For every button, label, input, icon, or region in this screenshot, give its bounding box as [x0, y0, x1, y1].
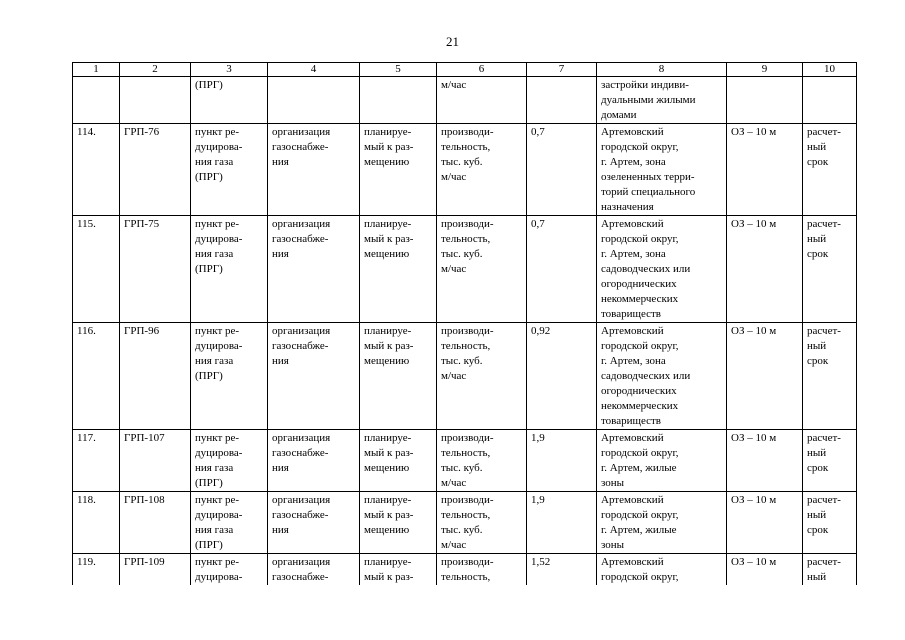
- status-cell: [360, 554, 437, 586]
- facility-type-cell: [191, 430, 268, 492]
- facility-type-cell: [191, 124, 268, 216]
- cell-text-line: Артемовский: [601, 556, 664, 568]
- cell-text-line: садоводческих или: [601, 370, 691, 382]
- cell-text-line: городской округ,: [601, 509, 679, 521]
- cell-text-line: зоны: [601, 539, 625, 551]
- value-cell: [527, 430, 597, 492]
- location-cell: [597, 430, 727, 492]
- cell-text-line: 0,7: [531, 126, 545, 138]
- term-cell: [803, 554, 857, 586]
- cell-text-line: ный: [807, 141, 827, 153]
- cell-text-line: ный: [807, 233, 827, 245]
- cell-text-line: огороднических: [601, 385, 677, 397]
- facility-code-cell: [120, 554, 191, 586]
- cell-text-line: ния газа: [195, 355, 234, 367]
- facility-type-cell: [191, 216, 268, 323]
- cell-text-line: некоммерческих: [601, 400, 679, 412]
- column-number: 10: [803, 63, 857, 77]
- cell-text-line: тыс. куб.: [441, 156, 483, 168]
- cell-text-line: расчет-: [807, 556, 841, 568]
- purpose-cell: [268, 430, 360, 492]
- protection-zone-cell: [727, 124, 803, 216]
- cell-text-line: садоводческих или: [601, 263, 691, 275]
- cell-text-line: ГРП-109: [124, 556, 165, 568]
- cell-text-line: г. Артем, зона: [601, 355, 666, 367]
- cell-text-line: зоны: [601, 477, 625, 489]
- column-number: 9: [727, 63, 803, 77]
- cell-text-line: ОЗ – 10 м: [731, 432, 777, 444]
- cell-text-line: газоснабже-: [272, 233, 329, 245]
- cell-text-line: г. Артем, жилые: [601, 524, 677, 536]
- cell-text-line: организация: [272, 126, 331, 138]
- protection-zone-cell: [727, 492, 803, 554]
- cell-text-line: тельность,: [441, 571, 491, 583]
- status-cell: [360, 216, 437, 323]
- cell-text-line: планируе-: [364, 494, 412, 506]
- cell-text-line: срок: [807, 355, 829, 367]
- cell-text-line: ния газа: [195, 462, 234, 474]
- row-number-cell: [73, 430, 120, 492]
- cell-text-line: планируе-: [364, 325, 412, 337]
- table-row: [73, 124, 857, 216]
- facility-code-cell: [120, 430, 191, 492]
- cell-text-line: ния: [272, 462, 289, 474]
- column-number: 1: [73, 63, 120, 77]
- cell-text-line: мещению: [364, 248, 410, 260]
- cell-text-line: организация: [272, 432, 331, 444]
- facility-code-cell: [120, 323, 191, 430]
- cell-text-line: тельность,: [441, 233, 491, 245]
- cell-text-line: г. Артем, жилые: [601, 462, 677, 474]
- cell-text-line: планируе-: [364, 218, 412, 230]
- cell-text-line: 0,7: [531, 218, 545, 230]
- cell-text-line: (ПРГ): [195, 79, 223, 91]
- cell-text-line: тельность,: [441, 141, 491, 153]
- facility-code-cell: [120, 492, 191, 554]
- facility-type-cell: [191, 323, 268, 430]
- term-cell: [803, 124, 857, 216]
- cell-text-line: ный: [807, 340, 827, 352]
- cell-text-line: ГРП-108: [124, 494, 165, 506]
- cell-text-line: дуцирова-: [195, 340, 243, 352]
- cell-text-line: тыс. куб.: [441, 524, 483, 536]
- row-number-cell: [73, 124, 120, 216]
- purpose-cell: [268, 492, 360, 554]
- cell-text-line: г. Артем, зона: [601, 156, 666, 168]
- term-cell: [803, 430, 857, 492]
- term-cell: [803, 77, 857, 124]
- facility-type-cell: [191, 554, 268, 586]
- cell-text-line: ГРП-75: [124, 218, 160, 230]
- cell-text-line: торий специального: [601, 186, 696, 198]
- cell-text-line: ния: [272, 524, 289, 536]
- cell-text-line: (ПРГ): [195, 263, 223, 275]
- value-cell: [527, 323, 597, 430]
- cell-text-line: назначения: [601, 201, 654, 213]
- cell-text-line: мый к раз-: [364, 571, 414, 583]
- cell-text-line: (ПРГ): [195, 539, 223, 551]
- value-cell: [527, 216, 597, 323]
- cell-text-line: м/час: [441, 171, 467, 183]
- cell-text-line: 116.: [77, 325, 96, 337]
- location-cell: [597, 216, 727, 323]
- location-cell: [597, 492, 727, 554]
- cell-text-line: г. Артем, зона: [601, 248, 666, 260]
- cell-text-line: расчет-: [807, 494, 841, 506]
- column-number: 5: [360, 63, 437, 77]
- location-cell: [597, 77, 727, 124]
- cell-text-line: ния газа: [195, 248, 234, 260]
- cell-text-line: мещению: [364, 462, 410, 474]
- cell-text-line: пункт ре-: [195, 218, 240, 230]
- cell-text-line: мещению: [364, 156, 410, 168]
- cell-text-line: ОЗ – 10 м: [731, 126, 777, 138]
- parameter-cell: [437, 77, 527, 124]
- facility-code-cell: [120, 216, 191, 323]
- value-cell: [527, 554, 597, 586]
- cell-text-line: городской округ,: [601, 233, 679, 245]
- cell-text-line: ния: [272, 248, 289, 260]
- cell-text-line: производи-: [441, 218, 494, 230]
- cell-text-line: мый к раз-: [364, 141, 414, 153]
- cell-text-line: ГРП-76: [124, 126, 160, 138]
- facility-type-cell: [191, 77, 268, 124]
- cell-text-line: ния: [272, 355, 289, 367]
- cell-text-line: ния: [272, 156, 289, 168]
- cell-text-line: м/час: [441, 477, 467, 489]
- cell-text-line: Артемовский: [601, 218, 664, 230]
- cell-text-line: городской округ,: [601, 141, 679, 153]
- cell-text-line: газоснабже-: [272, 571, 329, 583]
- purpose-cell: [268, 124, 360, 216]
- status-cell: [360, 323, 437, 430]
- cell-text-line: Артемовский: [601, 126, 664, 138]
- column-number-row: [73, 63, 857, 77]
- cell-text-line: газоснабже-: [272, 509, 329, 521]
- cell-text-line: некоммерческих: [601, 293, 679, 305]
- cell-text-line: огороднических: [601, 278, 677, 290]
- cell-text-line: газоснабже-: [272, 447, 329, 459]
- cell-text-line: пункт ре-: [195, 432, 240, 444]
- cell-text-line: ГРП-96: [124, 325, 160, 337]
- cell-text-line: производи-: [441, 126, 494, 138]
- cell-text-line: мещению: [364, 524, 410, 536]
- gas-facilities-table: [72, 62, 857, 585]
- cell-text-line: организация: [272, 556, 331, 568]
- cell-text-line: пункт ре-: [195, 494, 240, 506]
- cell-text-line: тыс. куб.: [441, 462, 483, 474]
- cell-text-line: расчет-: [807, 432, 841, 444]
- column-number: 3: [191, 63, 268, 77]
- table-row: [73, 554, 857, 586]
- value-cell: [527, 124, 597, 216]
- facility-code-cell: [120, 77, 191, 124]
- cell-text-line: 119.: [77, 556, 96, 568]
- cell-text-line: 117.: [77, 432, 96, 444]
- cell-text-line: производи-: [441, 556, 494, 568]
- cell-text-line: ОЗ – 10 м: [731, 325, 777, 337]
- cell-text-line: (ПРГ): [195, 171, 223, 183]
- column-number: 7: [527, 63, 597, 77]
- cell-text-line: м/час: [441, 539, 467, 551]
- cell-text-line: дуцирова-: [195, 509, 243, 521]
- protection-zone-cell: [727, 323, 803, 430]
- purpose-cell: [268, 323, 360, 430]
- cell-text-line: дуцирова-: [195, 447, 243, 459]
- cell-text-line: дуальными жилыми: [601, 94, 696, 106]
- column-number: 2: [120, 63, 191, 77]
- cell-text-line: ОЗ – 10 м: [731, 494, 777, 506]
- cell-text-line: м/час: [441, 370, 467, 382]
- cell-text-line: Артемовский: [601, 432, 664, 444]
- purpose-cell: [268, 216, 360, 323]
- cell-text-line: дуцирова-: [195, 233, 243, 245]
- cell-text-line: 118.: [77, 494, 96, 506]
- purpose-cell: [268, 554, 360, 586]
- cell-text-line: ОЗ – 10 м: [731, 218, 777, 230]
- row-number-cell: [73, 492, 120, 554]
- cell-text-line: планируе-: [364, 432, 412, 444]
- parameter-cell: [437, 554, 527, 586]
- page-number: 21: [446, 34, 459, 49]
- cell-text-line: 1,9: [531, 432, 545, 444]
- parameter-cell: [437, 323, 527, 430]
- cell-text-line: (ПРГ): [195, 477, 223, 489]
- cell-text-line: ГРП-107: [124, 432, 165, 444]
- protection-zone-cell: [727, 554, 803, 586]
- cell-text-line: городской округ,: [601, 340, 679, 352]
- protection-zone-cell: [727, 77, 803, 124]
- cell-text-line: дуцирова-: [195, 571, 243, 583]
- protection-zone-cell: [727, 430, 803, 492]
- location-cell: [597, 554, 727, 586]
- cell-text-line: мый к раз-: [364, 340, 414, 352]
- cell-text-line: 115.: [77, 218, 96, 230]
- cell-text-line: срок: [807, 462, 829, 474]
- cell-text-line: мещению: [364, 355, 410, 367]
- cell-text-line: срок: [807, 524, 829, 536]
- cell-text-line: Артемовский: [601, 325, 664, 337]
- cell-text-line: планируе-: [364, 126, 412, 138]
- cell-text-line: тыс. куб.: [441, 248, 483, 260]
- cell-text-line: ния газа: [195, 524, 234, 536]
- cell-text-line: озелененных терри-: [601, 171, 695, 183]
- cell-text-line: мый к раз-: [364, 447, 414, 459]
- parameter-cell: [437, 216, 527, 323]
- parameter-cell: [437, 492, 527, 554]
- cell-text-line: пункт ре-: [195, 325, 240, 337]
- cell-text-line: м/час: [441, 79, 467, 91]
- cell-text-line: м/час: [441, 263, 467, 275]
- cell-text-line: планируе-: [364, 556, 412, 568]
- status-cell: [360, 124, 437, 216]
- term-cell: [803, 323, 857, 430]
- table-row: [73, 430, 857, 492]
- value-cell: [527, 77, 597, 124]
- cell-text-line: расчет-: [807, 218, 841, 230]
- cell-text-line: товариществ: [601, 308, 661, 320]
- value-cell: [527, 492, 597, 554]
- column-number: 8: [597, 63, 727, 77]
- cell-text-line: товариществ: [601, 415, 661, 427]
- cell-text-line: ния газа: [195, 156, 234, 168]
- cell-text-line: организация: [272, 218, 331, 230]
- cell-text-line: организация: [272, 325, 331, 337]
- column-number: 6: [437, 63, 527, 77]
- cell-text-line: 0,92: [531, 325, 551, 337]
- row-number-cell: [73, 323, 120, 430]
- status-cell: [360, 492, 437, 554]
- cell-text-line: срок: [807, 156, 829, 168]
- cell-text-line: мый к раз-: [364, 509, 414, 521]
- cell-text-line: производи-: [441, 432, 494, 444]
- column-number: 4: [268, 63, 360, 77]
- status-cell: [360, 77, 437, 124]
- location-cell: [597, 323, 727, 430]
- protection-zone-cell: [727, 216, 803, 323]
- purpose-cell: [268, 77, 360, 124]
- cell-text-line: производи-: [441, 494, 494, 506]
- cell-text-line: 1,52: [531, 556, 551, 568]
- row-number-cell: [73, 216, 120, 323]
- cell-text-line: 114.: [77, 126, 96, 138]
- location-cell: [597, 124, 727, 216]
- table-body: [73, 63, 857, 586]
- status-cell: [360, 430, 437, 492]
- cell-text-line: 1,9: [531, 494, 545, 506]
- cell-text-line: пункт ре-: [195, 556, 240, 568]
- cell-text-line: организация: [272, 494, 331, 506]
- cell-text-line: ный: [807, 509, 827, 521]
- cell-text-line: ОЗ – 10 м: [731, 556, 777, 568]
- cell-text-line: производи-: [441, 325, 494, 337]
- cell-text-line: пункт ре-: [195, 126, 240, 138]
- row-number-cell: [73, 77, 120, 124]
- table-row: [73, 492, 857, 554]
- cell-text-line: (ПРГ): [195, 370, 223, 382]
- parameter-cell: [437, 124, 527, 216]
- cell-text-line: тельность,: [441, 447, 491, 459]
- term-cell: [803, 492, 857, 554]
- cell-text-line: тельность,: [441, 509, 491, 521]
- cell-text-line: газоснабже-: [272, 340, 329, 352]
- facility-type-cell: [191, 492, 268, 554]
- cell-text-line: расчет-: [807, 325, 841, 337]
- table-row: [73, 77, 857, 124]
- row-number-cell: [73, 554, 120, 586]
- table-row: [73, 323, 857, 430]
- facility-code-cell: [120, 124, 191, 216]
- cell-text-line: срок: [807, 248, 829, 260]
- cell-text-line: домами: [601, 109, 637, 121]
- cell-text-line: городской округ,: [601, 447, 679, 459]
- cell-text-line: расчет-: [807, 126, 841, 138]
- term-cell: [803, 216, 857, 323]
- cell-text-line: ный: [807, 447, 827, 459]
- cell-text-line: городской округ,: [601, 571, 679, 583]
- cell-text-line: Артемовский: [601, 494, 664, 506]
- cell-text-line: дуцирова-: [195, 141, 243, 153]
- cell-text-line: застройки индиви-: [601, 79, 689, 91]
- cell-text-line: мый к раз-: [364, 233, 414, 245]
- cell-text-line: тыс. куб.: [441, 355, 483, 367]
- cell-text-line: тельность,: [441, 340, 491, 352]
- cell-text-line: газоснабже-: [272, 141, 329, 153]
- table-row: [73, 216, 857, 323]
- cell-text-line: ный: [807, 571, 827, 583]
- parameter-cell: [437, 430, 527, 492]
